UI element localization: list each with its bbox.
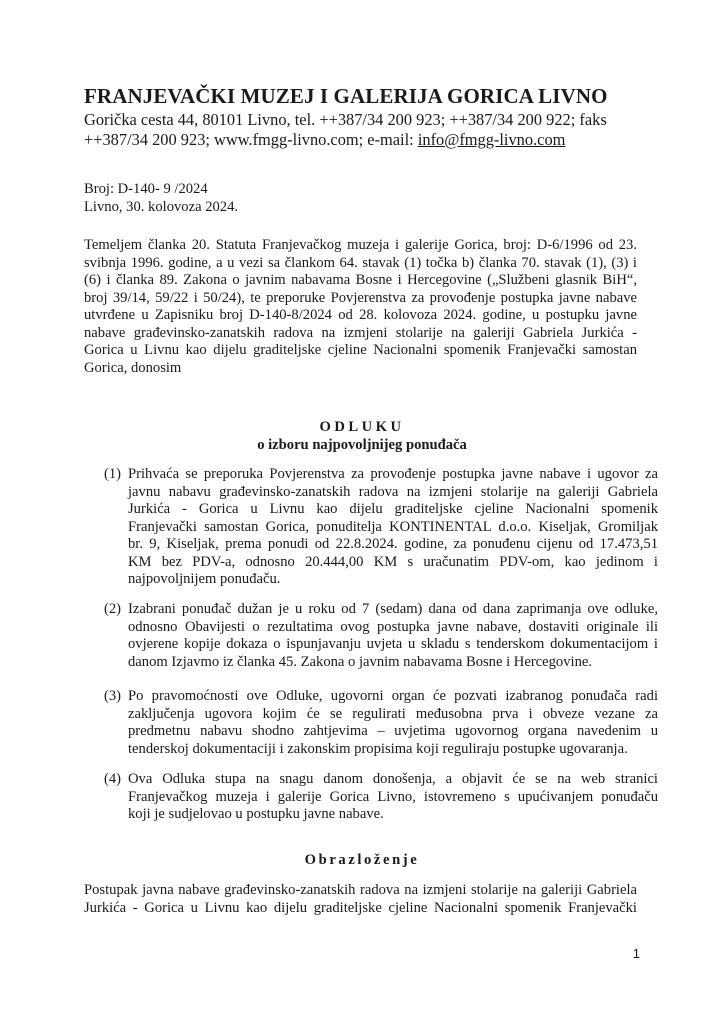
intro-line: nabave građevinsko-zanatskih radova na izmjeni stolarije na galeriji Gabriela Jurkića - xyxy=(84,324,637,341)
item-number: (3) xyxy=(104,688,122,704)
institution-contact xyxy=(84,110,654,150)
item-body xyxy=(128,771,658,824)
intro-line: Temeljem članka 20. Statuta Franjevačkog muzeja i galerije Gorica, broj: D-6/1996 od 23. xyxy=(84,237,637,253)
document-reference xyxy=(84,180,238,216)
item-line: KM bez PDV-a, odnosno 20.444,00 KM s uračunatim PDV-om, kao jedinom i xyxy=(128,553,658,570)
item-line: predmetnu nabavu shodno zahtjevima – uvjetima ugovornog organa navedenim u xyxy=(128,723,658,739)
reference-number: Broj: D-140- 9 /2024 xyxy=(84,181,208,197)
item-number: (1) xyxy=(104,466,122,482)
reasoning-title: Obrazloženje xyxy=(304,852,420,868)
item-body xyxy=(128,688,658,758)
item-line: Prihvaća se preporuka Povjerenstva za provođenje postupka javne nabave i ugovor za xyxy=(128,466,658,482)
item-line: Franjevačkog muzeja i galerije Gorica Livno, istovremeno s upućivanjem ponuđaču xyxy=(128,788,658,805)
email-link[interactable]: info@fmgg-livno.com xyxy=(417,130,566,149)
intro-line: svibnja 1996. godine, a u vezi sa člankom 64. stavak (1) točka b) članka 70. stavak (1), (3) i xyxy=(84,254,637,271)
intro-line: utvrđene u Zapisniku broj D-140-8/2024 od 28. kolovoza 2024. godine, u postupku javne xyxy=(84,307,637,323)
item-line: koji je sudjelovao u postupku javne nabave. xyxy=(128,806,384,822)
item-line: najpovoljnijem ponuđaču. xyxy=(128,571,281,587)
item-number: (2) xyxy=(104,601,122,617)
item-line: br. 9, Kiseljak, prema ponudi od 22.8.2024. godine, za ponuđenu cijenu od 17.473,51 xyxy=(128,536,658,552)
item-body xyxy=(128,466,658,589)
item-line: tenderskoj dokumentaciji i zakonskim propisima koji reguliraju postupke ugovaranja. xyxy=(128,740,628,757)
institution-title: FRANJEVAČKI MUZEJ I GALERIJA GORICA LIVNO xyxy=(84,84,608,108)
item-line: ovjerene kopije dokaza o ispunjavanju uvjeta u skladu s tenderskom dokumentacijom i xyxy=(128,636,658,652)
item-line: odnosno Obavijesti o rezultatima ovog postupka javne nabave, dostaviti originale ili xyxy=(128,618,658,635)
reasoning-paragraph xyxy=(84,882,637,917)
contact-line xyxy=(84,130,654,150)
item-line: javnu nabavu građevinsko-zanatskih radova na izmjeni stolarije na galeriji Gabriela xyxy=(128,483,658,500)
place-date: Livno, 30. kolovoza 2024. xyxy=(84,199,239,215)
intro-line: Gorica, donosim xyxy=(84,359,182,376)
item-line: Po pravomoćnosti ove Odluke, ugovorni organ će pozvati izabranog ponuđača radi xyxy=(128,688,658,704)
page-number: 1 xyxy=(632,946,640,961)
item-line: Jurkića - Gorica u Livnu kao dijelu graditeljske cjeline Nacionalni spomenik xyxy=(128,501,658,517)
reasoning-line: Postupak javna nabave građevinsko-zanatskih radova na izmjeni stolarije na galeriji Gabriela xyxy=(84,882,637,898)
item-line: Izabrani ponuđač dužan je u roku od 7 (sedam) dana od dana zaprimanja ove odluke, xyxy=(128,601,658,617)
reasoning-line: Jurkića - Gorica u Livnu kao dijelu graditeljske cjeline Nacionalni spomenik Franjevački xyxy=(84,899,637,916)
item-line: Ova Odluka stupa na snagu danom donošenja, a objavit će se na web stranici xyxy=(128,771,658,787)
intro-line: broj 39/14, 59/22 i 50/24), te preporuke Povjerenstva za provođenje postupka javne nabave xyxy=(84,289,637,306)
item-body xyxy=(128,601,658,671)
intro-line: (6) i članka 89. Zakona o javnim nabavama Bosne i Hercegovine („Službeni glasnik BiH“, xyxy=(84,272,637,288)
item-number: (4) xyxy=(104,771,122,787)
decision-subtitle: o izboru najpovoljnijeg ponuđača xyxy=(257,437,467,453)
item-line: danom Izjavmo iz članka 45. Zakona o javnim nabavama Bosne i Hercegovine. xyxy=(128,653,592,670)
item-line: zaključenja ugovora kojim će se regulirati međusobna prva i obveze vezane za xyxy=(128,705,658,722)
item-line: Franjevački samostan Gorica, ponuditelja KONTINENTAL d.o.o. Kiseljak, Gromiljak xyxy=(128,518,658,535)
decision-title: ODLUKU xyxy=(319,419,405,435)
contact-prefix: ++387/34 200 923; www.fmgg-livno.com; e-mail: xyxy=(84,130,418,149)
intro-line: Gorica u Livnu kao dijelu graditeljske cjeline Nacionalni spomenik Franjevački samostan xyxy=(84,342,637,358)
intro-paragraph xyxy=(84,237,637,377)
address-line: Gorička cesta 44, 80101 Livno, tel. ++387/34 200 923; ++387/34 200 922; faks xyxy=(84,110,607,129)
